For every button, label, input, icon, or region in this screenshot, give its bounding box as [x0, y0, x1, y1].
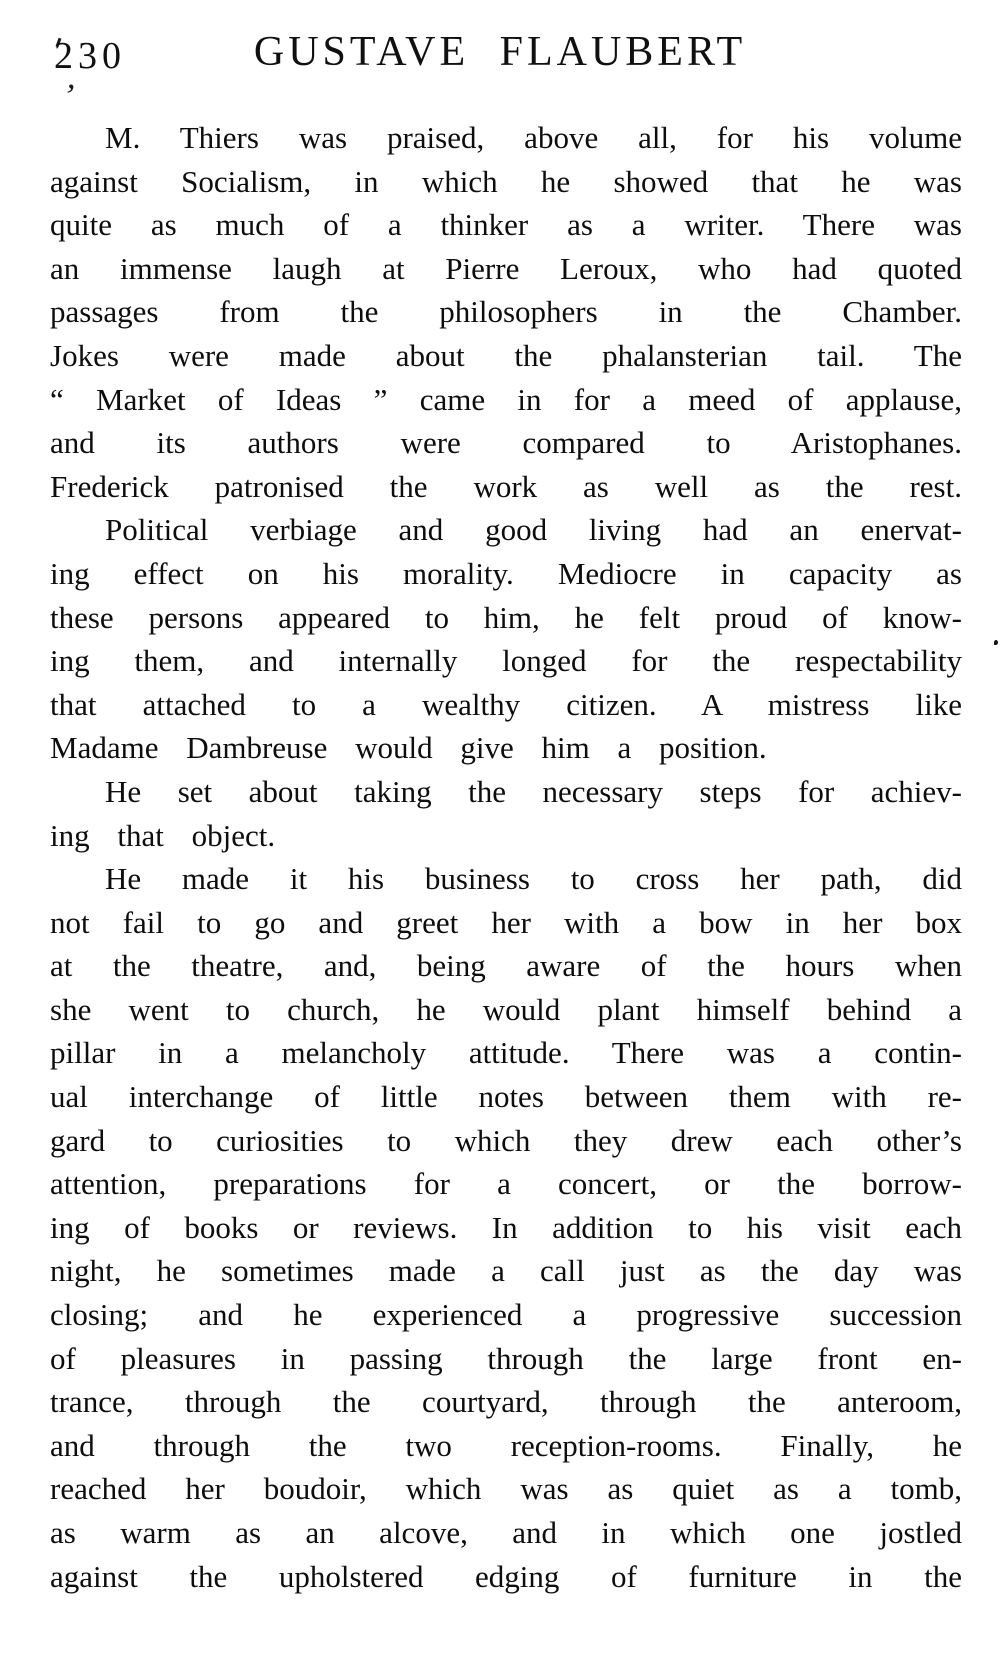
text-line: not fail to go and greet her with a bow in her box [50, 904, 962, 940]
text-line: Political verbiage and good living had an enervat- [105, 512, 962, 548]
text-line: at the theatre, and, being aware of the hours when [50, 948, 962, 984]
text-line: of pleasures in passing through the large front en- [50, 1340, 962, 1376]
text-line: and through the two reception-rooms. Finally, he [50, 1427, 962, 1463]
text-line: He made it his business to cross her path, did [105, 861, 962, 897]
text-line: and its authors were compared to Aristophanes. [50, 425, 962, 461]
text-line: that attached to a wealthy citizen. A mistress like [50, 686, 962, 722]
text-line: these persons appeared to him, he felt proud of know- [50, 599, 962, 635]
text-line: against Socialism, in which he showed that he was [50, 163, 962, 199]
text-line: as warm as an alcove, and in which one jostled [50, 1515, 962, 1550]
text-line: closing; and he experienced a progressive succession [50, 1297, 962, 1333]
ink-speck: ’ [61, 77, 78, 116]
text-line: ing of books or reviews. In addition to his visit each [50, 1209, 962, 1245]
text-line: reached her boudoir, which was as quiet as a tomb, [50, 1471, 962, 1507]
text-line: ing that object. [50, 817, 276, 853]
text-block [50, 116, 962, 1598]
text-line: quite as much of a thinker as a writer. There was [50, 207, 962, 243]
text-line: she went to church, he would plant himself behind a [50, 991, 962, 1027]
text-line: passages from the philosophers in the Chamber. [50, 294, 962, 330]
text-line: Madame Dambreuse would give him a position. [50, 730, 767, 766]
text-line: He set about taking the necessary steps for achiev- [105, 773, 962, 809]
text-line: Jokes were made about the phalansterian tail. The [50, 337, 962, 373]
text-line: night, he sometimes made a call just as the day was [50, 1253, 962, 1289]
text-line: trance, through the courtyard, through the anteroom, [50, 1384, 962, 1420]
text-line: Frederick patronised the work as well as the rest. [50, 468, 962, 504]
text-line: pillar in a melancholy attitude. There was a contin- [50, 1035, 962, 1071]
text-line: gard to curiosities to which they drew each other’s [50, 1122, 962, 1158]
text-line: “ Market of Ideas ” came in for a meed of applause, [50, 381, 962, 417]
text-line: against the upholstered edging of furniture in the [50, 1558, 962, 1594]
ink-speck [994, 640, 998, 645]
running-header: GUSTAVE FLAUBERT [253, 29, 747, 75]
text-line: attention, preparations for a concert, or the borrow- [50, 1166, 962, 1202]
text-line: M. Thiers was praised, above all, for his volume [105, 120, 962, 155]
page-number: 230 [54, 35, 126, 77]
text-line: an immense laugh at Pierre Leroux, who had quoted [50, 250, 962, 286]
text-line: ing them, and internally longed for the respectability [50, 643, 962, 679]
text-line: ing effect on his morality. Mediocre in capacity as [50, 555, 962, 591]
text-line: ual interchange of little notes between them with re- [50, 1079, 962, 1115]
